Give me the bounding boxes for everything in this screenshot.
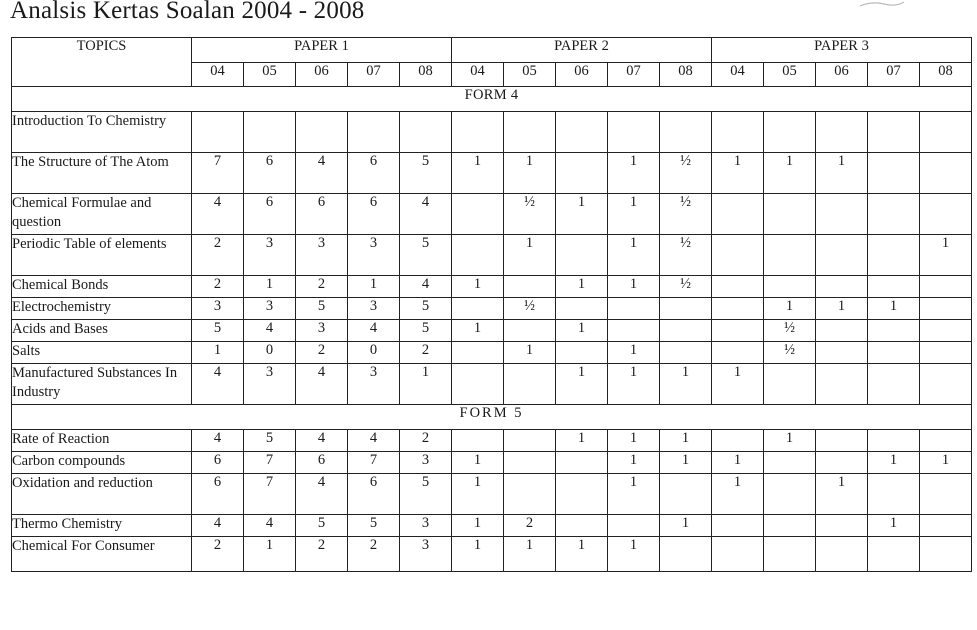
value-cell (504, 320, 556, 342)
value-cell: 4 (348, 320, 400, 342)
value-cell (816, 515, 868, 537)
value-cell: 1 (660, 364, 712, 405)
value-cell (764, 537, 816, 572)
value-cell (660, 298, 712, 320)
value-cell (192, 112, 244, 153)
value-cell (868, 430, 920, 452)
topic-cell: Carbon compounds (12, 452, 192, 474)
value-cell (504, 474, 556, 515)
value-cell: 5 (400, 235, 452, 276)
value-cell: ½ (504, 298, 556, 320)
value-cell: ½ (660, 276, 712, 298)
value-cell (816, 342, 868, 364)
value-cell: 2 (400, 430, 452, 452)
value-cell: 1 (608, 153, 660, 194)
value-cell: 3 (244, 364, 296, 405)
value-cell (868, 320, 920, 342)
value-cell: 1 (712, 364, 764, 405)
value-cell: 1 (556, 276, 608, 298)
year-header-cell: 04 (192, 63, 244, 87)
value-cell: 4 (400, 194, 452, 235)
value-cell (868, 153, 920, 194)
value-cell: 3 (244, 298, 296, 320)
value-cell: 7 (244, 452, 296, 474)
value-cell (920, 537, 972, 572)
value-cell (764, 112, 816, 153)
value-cell: 3 (244, 235, 296, 276)
section-label: FORM 4 (12, 87, 972, 112)
value-cell: ½ (660, 235, 712, 276)
value-cell: 6 (348, 153, 400, 194)
value-cell: 0 (348, 342, 400, 364)
value-cell: 1 (868, 515, 920, 537)
value-cell (816, 235, 868, 276)
topic-cell: Acids and Bases (12, 320, 192, 342)
value-cell: 1 (660, 452, 712, 474)
value-cell (764, 235, 816, 276)
table-row (12, 452, 972, 474)
value-cell: 1 (244, 537, 296, 572)
value-cell (712, 537, 764, 572)
value-cell (868, 235, 920, 276)
value-cell (868, 194, 920, 235)
value-cell (608, 320, 660, 342)
value-cell: 3 (348, 235, 400, 276)
year-header-cell: 05 (764, 63, 816, 87)
value-cell (556, 452, 608, 474)
topic-cell: Chemical Bonds (12, 276, 192, 298)
topic-cell: Thermo Chemistry (12, 515, 192, 537)
value-cell: 1 (452, 474, 504, 515)
value-cell: 6 (244, 194, 296, 235)
value-cell: 1 (504, 153, 556, 194)
table-row (12, 235, 972, 276)
value-cell: ½ (660, 194, 712, 235)
value-cell (504, 430, 556, 452)
value-cell: 1 (660, 515, 712, 537)
value-cell: 1 (608, 474, 660, 515)
value-cell (764, 515, 816, 537)
topic-cell: Salts (12, 342, 192, 364)
table-row (12, 112, 972, 153)
value-cell (452, 235, 504, 276)
value-cell (920, 276, 972, 298)
value-cell: 5 (296, 298, 348, 320)
value-cell: 1 (608, 342, 660, 364)
value-cell: 1 (556, 537, 608, 572)
value-cell (504, 112, 556, 153)
value-cell: 1 (504, 342, 556, 364)
value-cell: 4 (296, 430, 348, 452)
value-cell (920, 474, 972, 515)
value-cell: ½ (764, 342, 816, 364)
paper-2-header: PAPER 2 (452, 38, 712, 63)
value-cell: 1 (920, 452, 972, 474)
value-cell (348, 112, 400, 153)
value-cell (712, 298, 764, 320)
value-cell (660, 474, 712, 515)
year-header-cell: 07 (348, 63, 400, 87)
value-cell: 4 (296, 364, 348, 405)
topic-cell: Chemical Formulae and question (12, 194, 192, 235)
value-cell: 5 (244, 430, 296, 452)
value-cell: 4 (296, 153, 348, 194)
value-cell (816, 320, 868, 342)
value-cell: 1 (504, 235, 556, 276)
value-cell: 1 (712, 153, 764, 194)
table-row (12, 474, 972, 515)
value-cell: 4 (400, 276, 452, 298)
corner-scribble-mark (858, 0, 906, 8)
value-cell (556, 474, 608, 515)
value-cell: 5 (400, 320, 452, 342)
value-cell (712, 342, 764, 364)
table-row (12, 515, 972, 537)
section-label: FORM 5 (12, 405, 972, 430)
value-cell (764, 452, 816, 474)
value-cell (556, 112, 608, 153)
value-cell: ½ (764, 320, 816, 342)
value-cell: 1 (452, 320, 504, 342)
value-cell (452, 112, 504, 153)
value-cell (556, 235, 608, 276)
value-cell (556, 515, 608, 537)
table-row (12, 342, 972, 364)
analysis-table (11, 37, 972, 572)
value-cell (816, 430, 868, 452)
value-cell (608, 515, 660, 537)
value-cell: 7 (244, 474, 296, 515)
topic-cell: Introduction To Chemistry (12, 112, 192, 153)
value-cell: 1 (452, 515, 504, 537)
topic-cell: Chemical For Consumer (12, 537, 192, 572)
table-row (12, 153, 972, 194)
value-cell: 2 (192, 537, 244, 572)
value-cell (504, 276, 556, 298)
value-cell: 2 (192, 276, 244, 298)
value-cell: 6 (192, 474, 244, 515)
topic-cell: Periodic Table of elements (12, 235, 192, 276)
value-cell: 1 (764, 153, 816, 194)
value-cell: 1 (608, 537, 660, 572)
value-cell (920, 342, 972, 364)
year-header-cell: 06 (296, 63, 348, 87)
value-cell: 1 (920, 235, 972, 276)
value-cell (296, 112, 348, 153)
value-cell (608, 112, 660, 153)
value-cell: 3 (348, 364, 400, 405)
year-header-cell: 07 (868, 63, 920, 87)
value-cell (400, 112, 452, 153)
value-cell: 1 (556, 364, 608, 405)
value-cell: 1 (764, 430, 816, 452)
table-row (12, 194, 972, 235)
value-cell (868, 276, 920, 298)
value-cell (556, 153, 608, 194)
value-cell: 6 (244, 153, 296, 194)
value-cell: 2 (348, 537, 400, 572)
value-cell: 4 (192, 364, 244, 405)
value-cell (764, 276, 816, 298)
value-cell (816, 112, 868, 153)
table-row (12, 276, 972, 298)
value-cell: 1 (244, 276, 296, 298)
table-row (12, 537, 972, 572)
value-cell: 6 (192, 452, 244, 474)
value-cell (920, 364, 972, 405)
year-header-cell: 06 (556, 63, 608, 87)
value-cell (816, 452, 868, 474)
value-cell: 5 (400, 474, 452, 515)
topic-cell: Rate of Reaction (12, 430, 192, 452)
value-cell: 1 (348, 276, 400, 298)
year-header-cell: 06 (816, 63, 868, 87)
value-cell: 1 (556, 320, 608, 342)
value-cell (920, 430, 972, 452)
value-cell: 7 (192, 153, 244, 194)
value-cell (504, 452, 556, 474)
value-cell (712, 112, 764, 153)
value-cell (452, 194, 504, 235)
value-cell (816, 364, 868, 405)
value-cell (920, 298, 972, 320)
value-cell: 5 (400, 298, 452, 320)
value-cell (660, 320, 712, 342)
value-cell: 6 (296, 194, 348, 235)
value-cell: 5 (296, 515, 348, 537)
table-row (12, 320, 972, 342)
value-cell: 4 (244, 320, 296, 342)
table-row (12, 430, 972, 452)
topic-cell: Manufactured Substances In Industry (12, 364, 192, 405)
value-cell: 1 (452, 276, 504, 298)
value-cell (920, 153, 972, 194)
value-cell: 1 (712, 474, 764, 515)
value-cell: 4 (244, 515, 296, 537)
value-cell: 1 (868, 298, 920, 320)
value-cell: 4 (348, 430, 400, 452)
value-cell: 1 (608, 430, 660, 452)
topic-cell: The Structure of The Atom (12, 153, 192, 194)
value-cell (660, 537, 712, 572)
paper-1-header: PAPER 1 (192, 38, 452, 63)
value-cell (764, 364, 816, 405)
value-cell: 7 (348, 452, 400, 474)
value-cell: 6 (348, 194, 400, 235)
value-cell (452, 298, 504, 320)
value-cell (868, 474, 920, 515)
value-cell: 1 (556, 430, 608, 452)
value-cell (608, 298, 660, 320)
value-cell (816, 537, 868, 572)
value-cell: 5 (348, 515, 400, 537)
value-cell (504, 364, 556, 405)
year-header-cell: 05 (244, 63, 296, 87)
value-cell: ½ (660, 153, 712, 194)
value-cell (868, 537, 920, 572)
value-cell: 3 (296, 320, 348, 342)
value-cell (712, 515, 764, 537)
value-cell: 3 (400, 452, 452, 474)
value-cell: 5 (192, 320, 244, 342)
value-cell (712, 276, 764, 298)
value-cell: 3 (192, 298, 244, 320)
value-cell: 1 (608, 235, 660, 276)
section-row (12, 87, 972, 112)
value-cell (660, 112, 712, 153)
value-cell (556, 342, 608, 364)
value-cell: 3 (296, 235, 348, 276)
value-cell: 1 (868, 452, 920, 474)
value-cell: 6 (348, 474, 400, 515)
value-cell: 1 (712, 452, 764, 474)
value-cell: 1 (608, 194, 660, 235)
value-cell (920, 194, 972, 235)
value-cell: 1 (608, 452, 660, 474)
value-cell: 1 (816, 298, 868, 320)
year-header-cell: 04 (712, 63, 764, 87)
value-cell (920, 320, 972, 342)
value-cell: 4 (192, 515, 244, 537)
value-cell: 6 (296, 452, 348, 474)
value-cell (868, 112, 920, 153)
value-cell: 1 (452, 153, 504, 194)
value-cell (660, 342, 712, 364)
value-cell (556, 298, 608, 320)
topic-cell: Oxidation and reduction (12, 474, 192, 515)
value-cell (712, 235, 764, 276)
topics-header: TOPICS (12, 38, 192, 87)
value-cell (452, 342, 504, 364)
value-cell: 1 (504, 537, 556, 572)
value-cell: 2 (296, 537, 348, 572)
value-cell (868, 342, 920, 364)
page-title: Analsis Kertas Soalan 2004 - 2008 (10, 0, 365, 24)
value-cell: 1 (452, 452, 504, 474)
year-header-cell: 08 (920, 63, 972, 87)
value-cell (868, 364, 920, 405)
section-row (12, 405, 972, 430)
value-cell (764, 194, 816, 235)
year-header-cell: 08 (660, 63, 712, 87)
year-header-cell: 04 (452, 63, 504, 87)
value-cell: 1 (608, 364, 660, 405)
year-header-cell: 07 (608, 63, 660, 87)
value-cell: 1 (192, 342, 244, 364)
value-cell: 4 (296, 474, 348, 515)
value-cell: 1 (764, 298, 816, 320)
value-cell: 3 (348, 298, 400, 320)
topic-cell: Electrochemistry (12, 298, 192, 320)
value-cell: 1 (400, 364, 452, 405)
value-cell (712, 430, 764, 452)
value-cell (816, 276, 868, 298)
value-cell: 2 (400, 342, 452, 364)
value-cell: ½ (504, 194, 556, 235)
value-cell: 1 (660, 430, 712, 452)
value-cell: 1 (608, 276, 660, 298)
value-cell: 4 (192, 194, 244, 235)
value-cell: 1 (816, 153, 868, 194)
year-header-cell: 05 (504, 63, 556, 87)
value-cell: 3 (400, 515, 452, 537)
value-cell: 3 (400, 537, 452, 572)
value-cell (764, 474, 816, 515)
value-cell: 1 (816, 474, 868, 515)
value-cell (452, 364, 504, 405)
paper-3-header: PAPER 3 (712, 38, 972, 63)
value-cell (452, 430, 504, 452)
value-cell: 2 (296, 276, 348, 298)
value-cell (712, 320, 764, 342)
value-cell: 2 (192, 235, 244, 276)
value-cell: 5 (400, 153, 452, 194)
value-cell (920, 112, 972, 153)
value-cell: 1 (452, 537, 504, 572)
value-cell: 2 (296, 342, 348, 364)
value-cell: 2 (504, 515, 556, 537)
value-cell (816, 194, 868, 235)
value-cell: 4 (192, 430, 244, 452)
table-row (12, 364, 972, 405)
year-header-cell: 08 (400, 63, 452, 87)
value-cell (244, 112, 296, 153)
value-cell: 0 (244, 342, 296, 364)
table-row (12, 298, 972, 320)
value-cell (712, 194, 764, 235)
value-cell (920, 515, 972, 537)
value-cell: 1 (556, 194, 608, 235)
